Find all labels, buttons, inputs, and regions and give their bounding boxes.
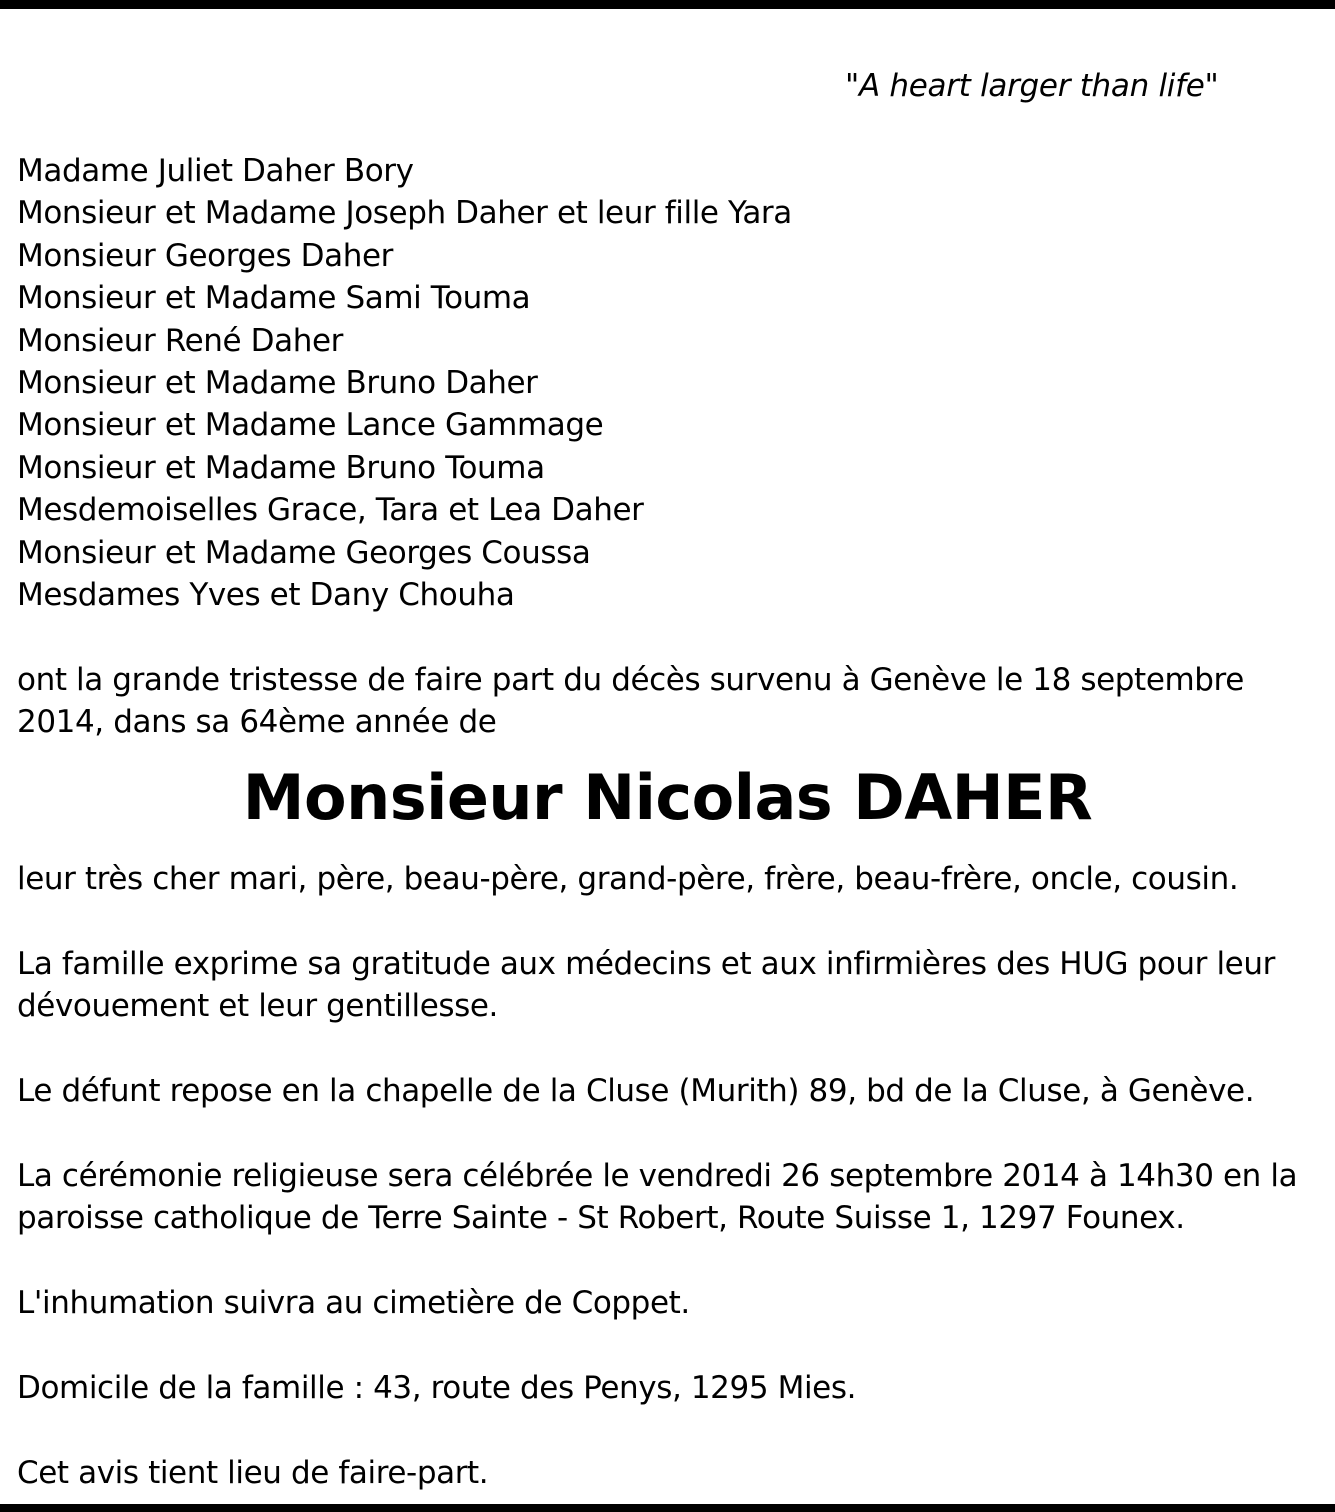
spacer [17, 1324, 1322, 1366]
mourners-list [17, 150, 1322, 616]
epitaph-quote: "A heart larger than life" [845, 68, 1219, 104]
spacer [17, 1112, 1322, 1154]
mourner-line: Monsieur Georges Daher [17, 237, 393, 274]
burial-paragraph: L'inhumation suivra au cimetière de Coppet. [17, 1285, 690, 1321]
mourner-line: Madame Juliet Daher Bory [17, 153, 414, 189]
mourner-line: Monsieur et Madame Joseph Daher et leur fille Yara [17, 195, 792, 232]
mourner-line: Mesdemoiselles Grace, Tara et Lea Daher [17, 492, 644, 529]
ceremony-paragraph [17, 1155, 1322, 1240]
death-announcement [17, 659, 1322, 744]
mourner-line: Monsieur et Madame Bruno Daher [17, 365, 538, 402]
domicile-paragraph: Domicile de la famille : 43, route des Penys, 1295 Mies. [17, 1369, 857, 1406]
obituary-body-continued [17, 858, 1322, 1494]
mourner-line: Mesdames Yves et Dany Chouha [17, 577, 515, 614]
ceremony-line: La cérémonie religieuse sera célébrée le vendredi 26 septembre 2014 à 14h30 en la [17, 1157, 1298, 1194]
announcement-line: ont la grande tristesse de faire part du décès survenu à Genève le 18 septembre [17, 661, 1244, 698]
obituary-body [17, 150, 1322, 744]
bottom-border-rule [0, 1504, 1335, 1512]
ceremony-line: paroisse catholique de Terre Sainte - St Robert, Route Suisse 1, 1297 Founex. [17, 1200, 1185, 1237]
mourner-line: Monsieur et Madame Bruno Touma [17, 449, 545, 486]
relation-line: leur très cher mari, père, beau-père, grand-père, frère, beau-frère, oncle, cousin. [17, 861, 1239, 897]
spacer [17, 1028, 1322, 1070]
repose-paragraph: Le défunt repose en la chapelle de la Cluse (Murith) 89, bd de la Cluse, à Genève. [17, 1073, 1255, 1109]
closing-paragraph: Cet avis tient lieu de faire-part. [17, 1454, 489, 1491]
spacer [17, 616, 1322, 658]
gratitude-paragraph [17, 943, 1322, 1028]
gratitude-line: La famille exprime sa gratitude aux médecins et aux infirmières des HUG pour leur [17, 945, 1275, 982]
spacer [17, 900, 1322, 942]
mourner-line: Monsieur et Madame Lance Gammage [17, 407, 604, 444]
gratitude-line: dévouement et leur gentillesse. [17, 988, 499, 1025]
mourner-line: Monsieur et Madame Georges Coussa [17, 534, 591, 571]
announcement-line: 2014, dans sa 64ème année de [17, 704, 497, 741]
spacer [17, 1240, 1322, 1282]
mourner-line: Monsieur René Daher [17, 322, 343, 359]
deceased-name-heading: Monsieur Nicolas DAHER [242, 761, 1093, 834]
mourner-line: Monsieur et Madame Sami Touma [17, 280, 531, 317]
top-border-rule [0, 0, 1335, 9]
spacer [17, 1409, 1322, 1451]
